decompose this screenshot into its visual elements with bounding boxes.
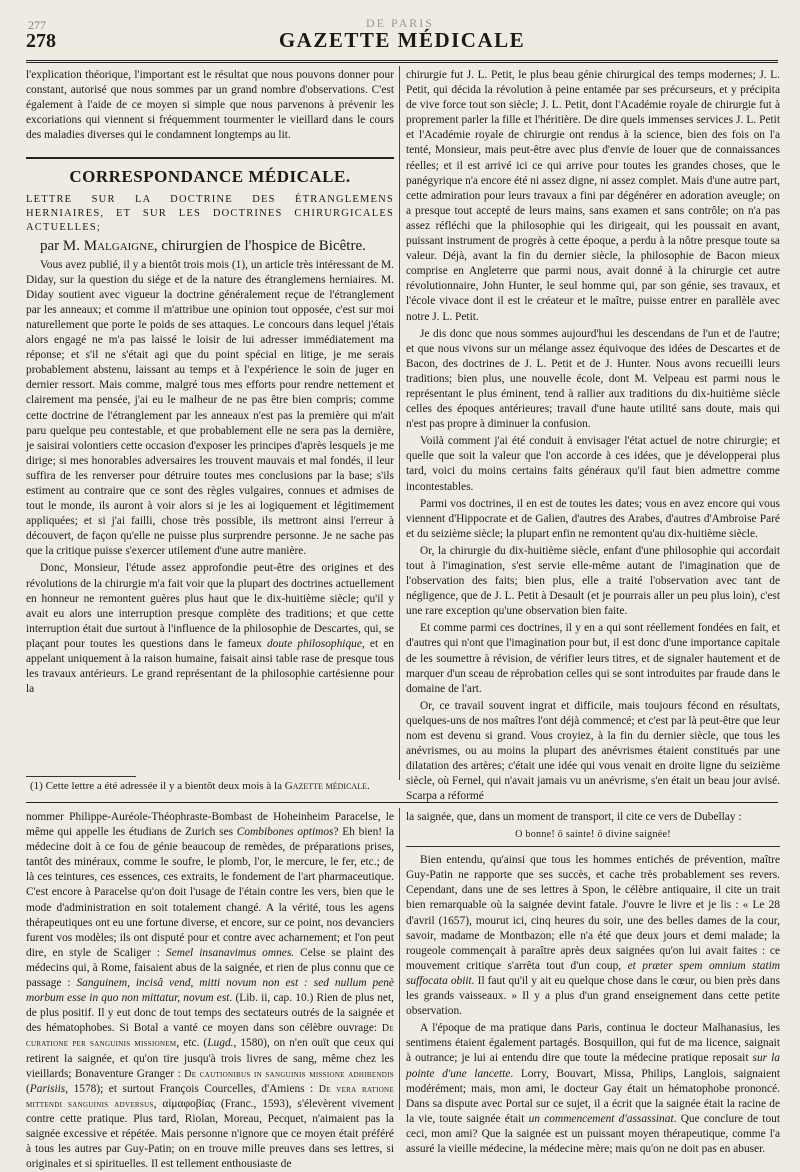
p2-emphasis-2: un commencement d'assassinat bbox=[528, 1112, 674, 1125]
small-caps-title-2: De cautionibus in sanguinis missione adhibendis bbox=[184, 1068, 394, 1080]
lower-right-paragraph-2 bbox=[406, 1021, 780, 1157]
text-b: ? Eh bien! la médecine doit à ce fou de génie beaucoup de remèdes, de préparations prises, tantôt des minéraux, comme le soufre, le plomb, l'or, le mercure, le fer, etc.; de là ces teintures, ces essences, ces extraits, le fondement de l'art pharmaceutique. C'est encore à Paracelse qu'on doit l'usage de l'étain contre les vers, bien que le mode d'administration en soit totalement changé. A la vérité, tous les agens thérapeutiques ont eu une fortune diverse, et encore, sur ce point, nos devanciers furent vos modèles; ils ont disputé pour et contre avec acharnement; et l'on peut dire, en style de Scaliger : bbox=[26, 826, 395, 959]
author-name: Malgaigne bbox=[83, 237, 154, 254]
section-title: CORRESPONDANCE MÉDICALE. bbox=[69, 167, 351, 187]
p2-text-b: . Lorry, Bouvart, Missa, Philips, Langlois, saignaient modérément; mais, mon ami, le docteur Gay était un hématophobe prononcé. Dans sa dispute avec Portal sur ce sujet, il a écrit que la saignée était la racine de la vie, toute saignée était bbox=[406, 1067, 780, 1125]
emphasis-1: Combibones optimos bbox=[236, 826, 334, 839]
upper-left-column bbox=[26, 68, 394, 768]
paragraph-2-emphasis: doute philosophique bbox=[266, 637, 362, 650]
p2-text-c: . Que conclure de tout ceci, mon ami? Que la saignée est un puissant moyen thérapeutique, comme l'a assuré la vieille médecine, la médecine mère; mais qu'on ne doit pas en abuser. bbox=[406, 1112, 780, 1155]
letter-subtitle: LETTRE SUR LA DOCTRINE DES ÉTRANGLEMENS HERNIAIRES, ET SUR LES DOCTRINES CHIRURGICALES ACTUELLES; bbox=[26, 193, 394, 233]
right-paragraph-5: Or, la chirurgie du dix-huitième siècle, enfant d'une philosophie qui accordait tout à l'imagination, s'est servie elle-même autant de l'imagination que de l'observation des faits; bien plus, elle a traité l'observation avec tant de négligence, que de J. L. Petit à Desault (et je pourrais aller un peu plus loin), c'est une rare exception qu'une observation bien faite. bbox=[406, 544, 780, 618]
p1-text-b: Il faut qu'il y ait eu quelque chose dans le cœur, ou bien près dans les grands vaisseaux. » Il y a plus d'un grand enseignement dans cette petite observation. bbox=[406, 974, 780, 1018]
text-c: Celse se plaint des médecins qui, à Rome, faisaient abus de la saignée, et rien de plus connu que ce passage : bbox=[26, 946, 394, 990]
journal-title: GAZETTE MÉDICALE bbox=[278, 28, 526, 52]
right-paragraph-7: Or, ce travail souvent ingrat et difficile, mais toujours fécond en résultats, quelques-uns de nos maîtres l'ont déjà commencé; et c'est par là peut-être que leur nom est devenu si grand. Vous croyiez, à la fin du dernier siècle, que tous les anévrismes, ou au moins la plupart des anévrismes étaient constitués par une dilatation des artères; c'était une idée qui vous venait en droite ligne du seizième siècle, où Fernel, qui n'avait jamais vu un anévrisme, s'en était un beau jour avisé. Scarpa a réformé bbox=[406, 699, 780, 803]
bleed-through-page-number: 277 bbox=[28, 18, 46, 32]
right-paragraph-1: chirurgie fut J. L. Petit, le plus beau génie chirurgical des temps modernes; J. L. Petit, qui décida la révolution à peine entamée par ses précurseurs, et y précipita de vive force tout son siècle; J. L. Petit, dont l'Académie royale de chirurgie fut à proprement parler la fille et l'héritière. De dire quels immenses services J. L. Petit et l'Académie royale de chirurgie ont rendus à la science, bien des fois on l'a tenté, Monsieur, mais peut-être avec plus d'envie de louer que de connaissances réelles; et il est arrivé ici ce qui arrive pour toutes les grandes choses, que le panégyrique n'a encore été ni assez digne, ni assez complet. Mais d'une autre part, cette admiration pour leurs travaux a fini par dégénérer en adoration aveugle; on a presque tout accepté de leurs mains, sans examen et sans contrôle; on n'a pas assez réfléchi que la philosophie qui les dirigeait, qui les poussait en avant, puissant instrument de progrès à cette époque, a perdu à la nôtre presque toute sa valeur. Déjà, avant la fin du dernier siècle, la philosophie de Bacon mieux comprise en Angleterre que parmi nous, avait donné à la chirurgie cet autre révolutionnaire, John Hunter, le seul homme qui, par son génie, ses travaux, et l'école vivace dont il est le créateur et le maître, puisse entrer en parallèle avec notre J. L. Petit. bbox=[406, 69, 780, 323]
text-f: , 1580), on n'en ouït que ceux qui retirent la saignée, et qu'on tire jusqu'à trois livres de sang, même chez les vieillards; Bonaventure Granger : bbox=[26, 1037, 394, 1080]
small-caps-title-1: De curatione per sanguinis missionem bbox=[26, 1023, 394, 1050]
quote-rule bbox=[406, 846, 780, 847]
section-divider bbox=[26, 157, 394, 159]
column-divider bbox=[399, 66, 400, 780]
letter-paragraph-1: Vous avez publié, il y a bientôt trois mois (1), un article très intéressant de M. Diday, sur la question du siége et de la nature des étranglemens herniaires. M. Diday soutient avec vigueur la doctrine généralement reçue de l'étranglement par les anneaux; et comme il m'attribue une opinion tout opposée, c'est sur moi naturellement que porte le poids de ses attaques. Le concours dans lequel j'étais alors engagé ne m'a pas laissé le loisir de lui adresser immédiatement ma réponse; et s'il ne s'était agi que du point spécial en litige, je me serais probablement abstenu, laissant au temps et à l'expérience le soin de juger en dernier ressort. Mais comme, malgré tous mes efforts pour rendre nettement et clairement ma pensée, j'ai eu le malheur de ne pas être bien compris; comme cette doctrine de l'étranglement par les anneaux n'est pas la première qui m'ait paru quelque peu contestable, et que probablement elle ne sera pas la dernière, je saisirai volontiers cette occasion d'exposer les principes d'après lesquels je me dirige; si mes honorables adversaires les trouvent mauvais et mal fondés, il leur suffira de les renverser pour détruire toutes mes conclusions par la base; s'ils estiment au contraire que ce sont des règles vulgaires, connues et admises de tout le monde, ils auront à voir alors si je les ai logiquement et légitimement appliquées; et si j'ai failli, chose très possible, ils mettront ainsi l'erreur à découvert, de façon qu'elle ne puisse plus surprendre personne. Je ne sache pas que la critique puisse s'exercer utilement d'une autre manière. bbox=[26, 258, 394, 558]
right-paragraph-4: Parmi vos doctrines, il en est de toutes les dates; vous en avez encore qui vous viennent d'Hippocrate et de Galien, d'autres des Arabes, d'autres d'Ambroise Paré et du seizième siècle; la plupart enfin ne remontent qu'au dix-huitième siècle. bbox=[406, 497, 780, 540]
right-paragraph-2: Je dis donc que nous sommes aujourd'hui les descendans de l'un et de l'autre; et que nous vivons sur un mélange assez équivoque des idées de Descartes et de Bacon, des doctrines de J. L. Petit et de J. Hunter. Nous avons recueilli leurs traditions; bien plus, une nouvelle école, dont M. Velpeau est parmi nous le représentant le plus éminent, tend à rallier aux traditions du dix-huitième siècle celles des époques antérieures; travail d'une haute utilité sans doute, mais qui n'est pas propre à diminuer la confusion. bbox=[406, 327, 780, 431]
p1-emphasis: et præter spem omnium statim suffocata obiit. bbox=[406, 959, 781, 987]
text-d: (Lib. ii, cap. 10.) Rien de plus net, de plus positif. Il y eut donc de tout temps des sectateurs outrés de la saignée et des hématophobes. Si Botal a vanté ce moyen dans son célèbre ouvrage: bbox=[26, 992, 394, 1035]
text-a: nommer Philippe-Auréole-Théophraste-Bombast de Hoheinheim Paracelse, le même qui appelle les étudians de Zurich ses bbox=[26, 811, 394, 839]
emphasis-2: Semel insanavimus omnes. bbox=[166, 946, 295, 959]
feuilleton-paragraph bbox=[26, 810, 394, 1172]
footnote-text-a: (1) Cette lettre a été adressée il y a bientôt deux mois à la bbox=[30, 780, 285, 792]
emphasis-3: Sanguinem, incisâ vend, mitti novum non est : sed nullum penè morbum esse in quo non mittatur, novum est. bbox=[26, 977, 394, 1005]
lower-right-intro: la saignée, que, dans un moment de transport, il cite ce vers de Dubellay : bbox=[406, 811, 742, 823]
text-g: ( bbox=[26, 1082, 30, 1095]
text-i: , αἱμαφοβίας (Franc., 1593), s'élevèrent vivement contre cette pratique. Plus tard, Riolan, Moreau, Pecquet, n'aimaient pas la saignée excessive et répétée. Mais personne n'ignore que ce moyen était préféré à tous les autres par Guy-Patin; on en trouve mille preuves dans ses lettres, si originales et si spirituelles. Il est tellement enthousiaste de bbox=[26, 1097, 394, 1171]
intro-paragraph: l'explication théorique, l'important est le résultat que nous pouvons donner pour constant, autorisé que nous sommes par un grand nombre d'observations. C'est également à l'aide de ce moyen si simple que nous parvenons à prévenir les excoriations qui viennent si fréquemment tourmenter le vieillard dans le cours des maladies diverses qui le condamnent longtemps au lit. bbox=[26, 69, 394, 142]
p1-text-a: Bien entendu, qu'ainsi que tous les hommes entichés de prévention, maître Guy-Patin ne rapporte que ses succès, et cache très probablement ses revers. Cependant, dans une de ses lettres à Spon, le célèbre antiquaire, il cite un trait bien remarquable où la saignée devint fatale. J'ouvre le livre et je lis : « Le 28 d'avril (1657), mourut ici, cinq heures du soir, une des belles dames de la cour, savoir, madame de Montbazon; elle n'a été que deux jours et demi malade; la rougeole commençait à paraître après deux saignées qu'on lui avait faites : ce mouvement critique s'arrêta tout d'un coup, bbox=[406, 854, 780, 972]
paragraph-2-text-a: Donc, Monsieur, l'étude assez approfondie peut-être des origines et des révolutions de la chirurgie m'a fait voir que la plupart des doctrines actuellement en honneur ne remontent guères plus haut que le dix-huitième siècle; qu'il y avait eu alors une interruption presque complète des traditions; et que cette interruption était due surtout à l'influence de la philosophie de Descartes, qui, se plaçant pour toutes les questions dans le fameux bbox=[26, 562, 394, 650]
paragraph-2-text-b: , et en appelant uniquement à la raison humaine, faisait ainsi table rase de presque tous les travaux antérieurs. Le grand représentant de la philosophie cartésienne pour la bbox=[26, 637, 394, 696]
lower-right-paragraph-1 bbox=[406, 853, 780, 1019]
p2-text-a: A l'époque de ma pratique dans Paris, continua le docteur Malhanasius, les sentimens étaient également partagés. Bosquillon, qui fut de ma licence, saignait à outrance; je lui ai entendu dire que toute la médecine pratique reposait bbox=[406, 1022, 780, 1065]
byline-prefix: par M. bbox=[40, 237, 84, 254]
verse-quote: O bonne! ô sainte! ô divine saignée! bbox=[515, 829, 671, 841]
text-e: , etc. ( bbox=[176, 1037, 208, 1050]
lower-column-divider bbox=[399, 808, 400, 1110]
small-caps-title-3: De vera ratione mittendi sanguinis adversus bbox=[26, 1083, 394, 1110]
page-number: 278 bbox=[26, 30, 56, 52]
lower-section-rule bbox=[26, 802, 778, 803]
emphasis-4: Lugd. bbox=[207, 1037, 234, 1050]
page-header bbox=[26, 16, 778, 56]
footnote-text-c: . bbox=[366, 780, 370, 792]
footnote-rule bbox=[26, 776, 136, 777]
bleed-through-title: DE PARIS bbox=[366, 16, 434, 30]
letter-paragraph-2 bbox=[26, 561, 394, 697]
lower-left-column bbox=[26, 810, 395, 1171]
right-paragraph-6: Et comme parmi ces doctrines, il y en a qui sont réellement fondées en fait, et d'autres qui n'ont que l'imagination pour but, il est donc d'une importance capitale de les soumettre à révision, de vérifier leurs titres, et de signaler hautement et de marquer d'un sceau de réprobation celles qui se sont introduites par fraude dans le domaine de l'art. bbox=[406, 622, 780, 695]
lower-right-column bbox=[406, 810, 781, 1155]
header-rule bbox=[26, 60, 778, 63]
p2-emphasis-1: sur la pointe d'une lancette bbox=[406, 1052, 780, 1080]
footnote-journal: Gazette médicale bbox=[284, 780, 367, 792]
footnote bbox=[30, 780, 394, 792]
byline-suffix: , chirurgien de l'hospice de Bicêtre. bbox=[153, 237, 366, 254]
right-paragraph-3: Voilà comment j'ai été conduit à envisager l'état actuel de notre chirurgie; et quelle que soit la valeur que l'on accorde à ces idées, que je développerai plus tard, voici du moins certains faits généraux qu'il faut bien admettre comme incontestables. bbox=[406, 435, 780, 493]
emphasis-5: Parisiis bbox=[29, 1082, 66, 1095]
upper-right-column bbox=[406, 68, 780, 803]
author-byline bbox=[26, 237, 394, 256]
text-h: , 1578); et surtout François Courcelles, d'Amiens : bbox=[65, 1082, 319, 1095]
